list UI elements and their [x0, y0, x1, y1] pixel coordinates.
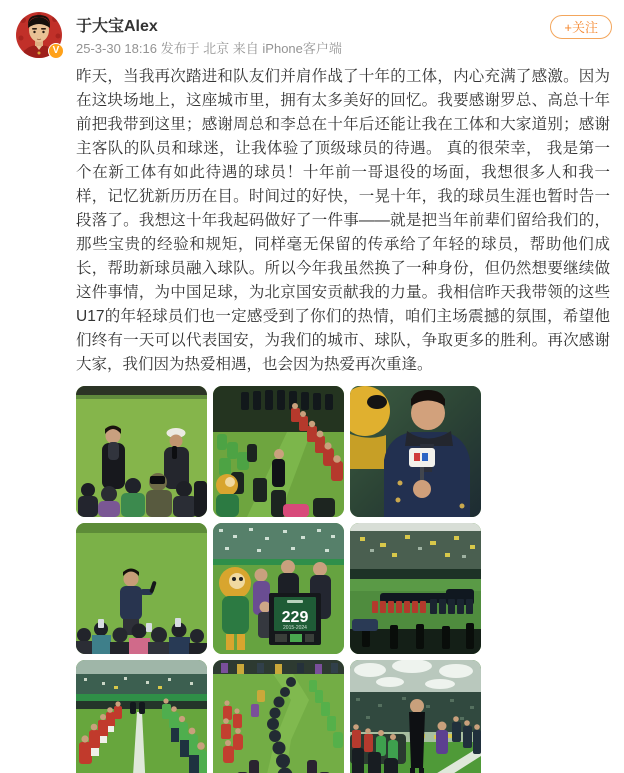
photo-3-graphic	[350, 386, 481, 517]
post-photo-8[interactable]	[213, 660, 344, 773]
post-photo-2[interactable]	[213, 386, 344, 517]
photo-1-graphic	[76, 386, 207, 517]
username[interactable]: 于大宝Alex	[76, 18, 158, 35]
photo-5-graphic	[213, 523, 344, 654]
photo-7-graphic	[76, 660, 207, 773]
post-photo-1[interactable]	[76, 386, 207, 517]
frame-number-229: 229	[281, 609, 309, 626]
photo-grid	[76, 386, 481, 773]
post-text: 昨天，当我再次踏进和队友们并肩作战了十年的工体，内心充满了感激。因为在这块场地上，这座城市里，拥有太多美好的回忆。我要感谢罗总、高总十年前把我带到这里；感谢周总和李总在十年后还能让我在工体和大家道别；感谢主客队的队员和球迷，让我体验了顶级球员的待遇。 真的很荣幸， 我是第一个在新工体有如此待遇的球员！十年前一哥退役的场面，我想很多人和我一样，记忆犹新历历在目。时间过的好快，一晃十年，我的球员生涯也暂时告一段落了。我想这十年我起码做好了一件事——就是把当年前辈们留给我们的，那些宝贵的经验和规矩，同样毫无保留的传承给了年轻的球员，帮助他们成长，帮助新球员融入球队。所以今年我虽然换了一种身份，但仍然想要继续做这件事情，为中国足球，为北京国安贡献我的力量。我相信昨天我带领的这些U17的年轻球员们也一定感受到了你们的热情，咱们主场震撼的氛围，希望他们终有一天可以代表国安，为我们的城市、球队，争取更多的胜利。再次感谢大家，我们因为热爱相遇，也会因为热爱再次重逢。	[76, 68, 610, 373]
post-meta: 25-3-30 18:16 发布于 北京 来自 iPhone客户端	[76, 41, 342, 56]
photo-6-graphic	[350, 523, 481, 654]
post-photo-6[interactable]	[350, 523, 481, 654]
photo-4-graphic	[76, 523, 207, 654]
post-photo-5[interactable]	[213, 523, 344, 654]
post-photo-4[interactable]	[76, 523, 207, 654]
post-photo-7[interactable]	[76, 660, 207, 773]
photo-8-graphic	[213, 660, 344, 773]
post-photo-9[interactable]	[350, 660, 481, 773]
follow-button[interactable]: +关注	[550, 15, 612, 39]
post-photo-3[interactable]	[350, 386, 481, 517]
post-header	[0, 0, 624, 60]
photo-9-graphic	[350, 660, 481, 773]
photo-2-graphic	[213, 386, 344, 517]
verified-badge-icon: V	[48, 43, 64, 59]
frame-years: 2015-2024	[283, 625, 307, 631]
